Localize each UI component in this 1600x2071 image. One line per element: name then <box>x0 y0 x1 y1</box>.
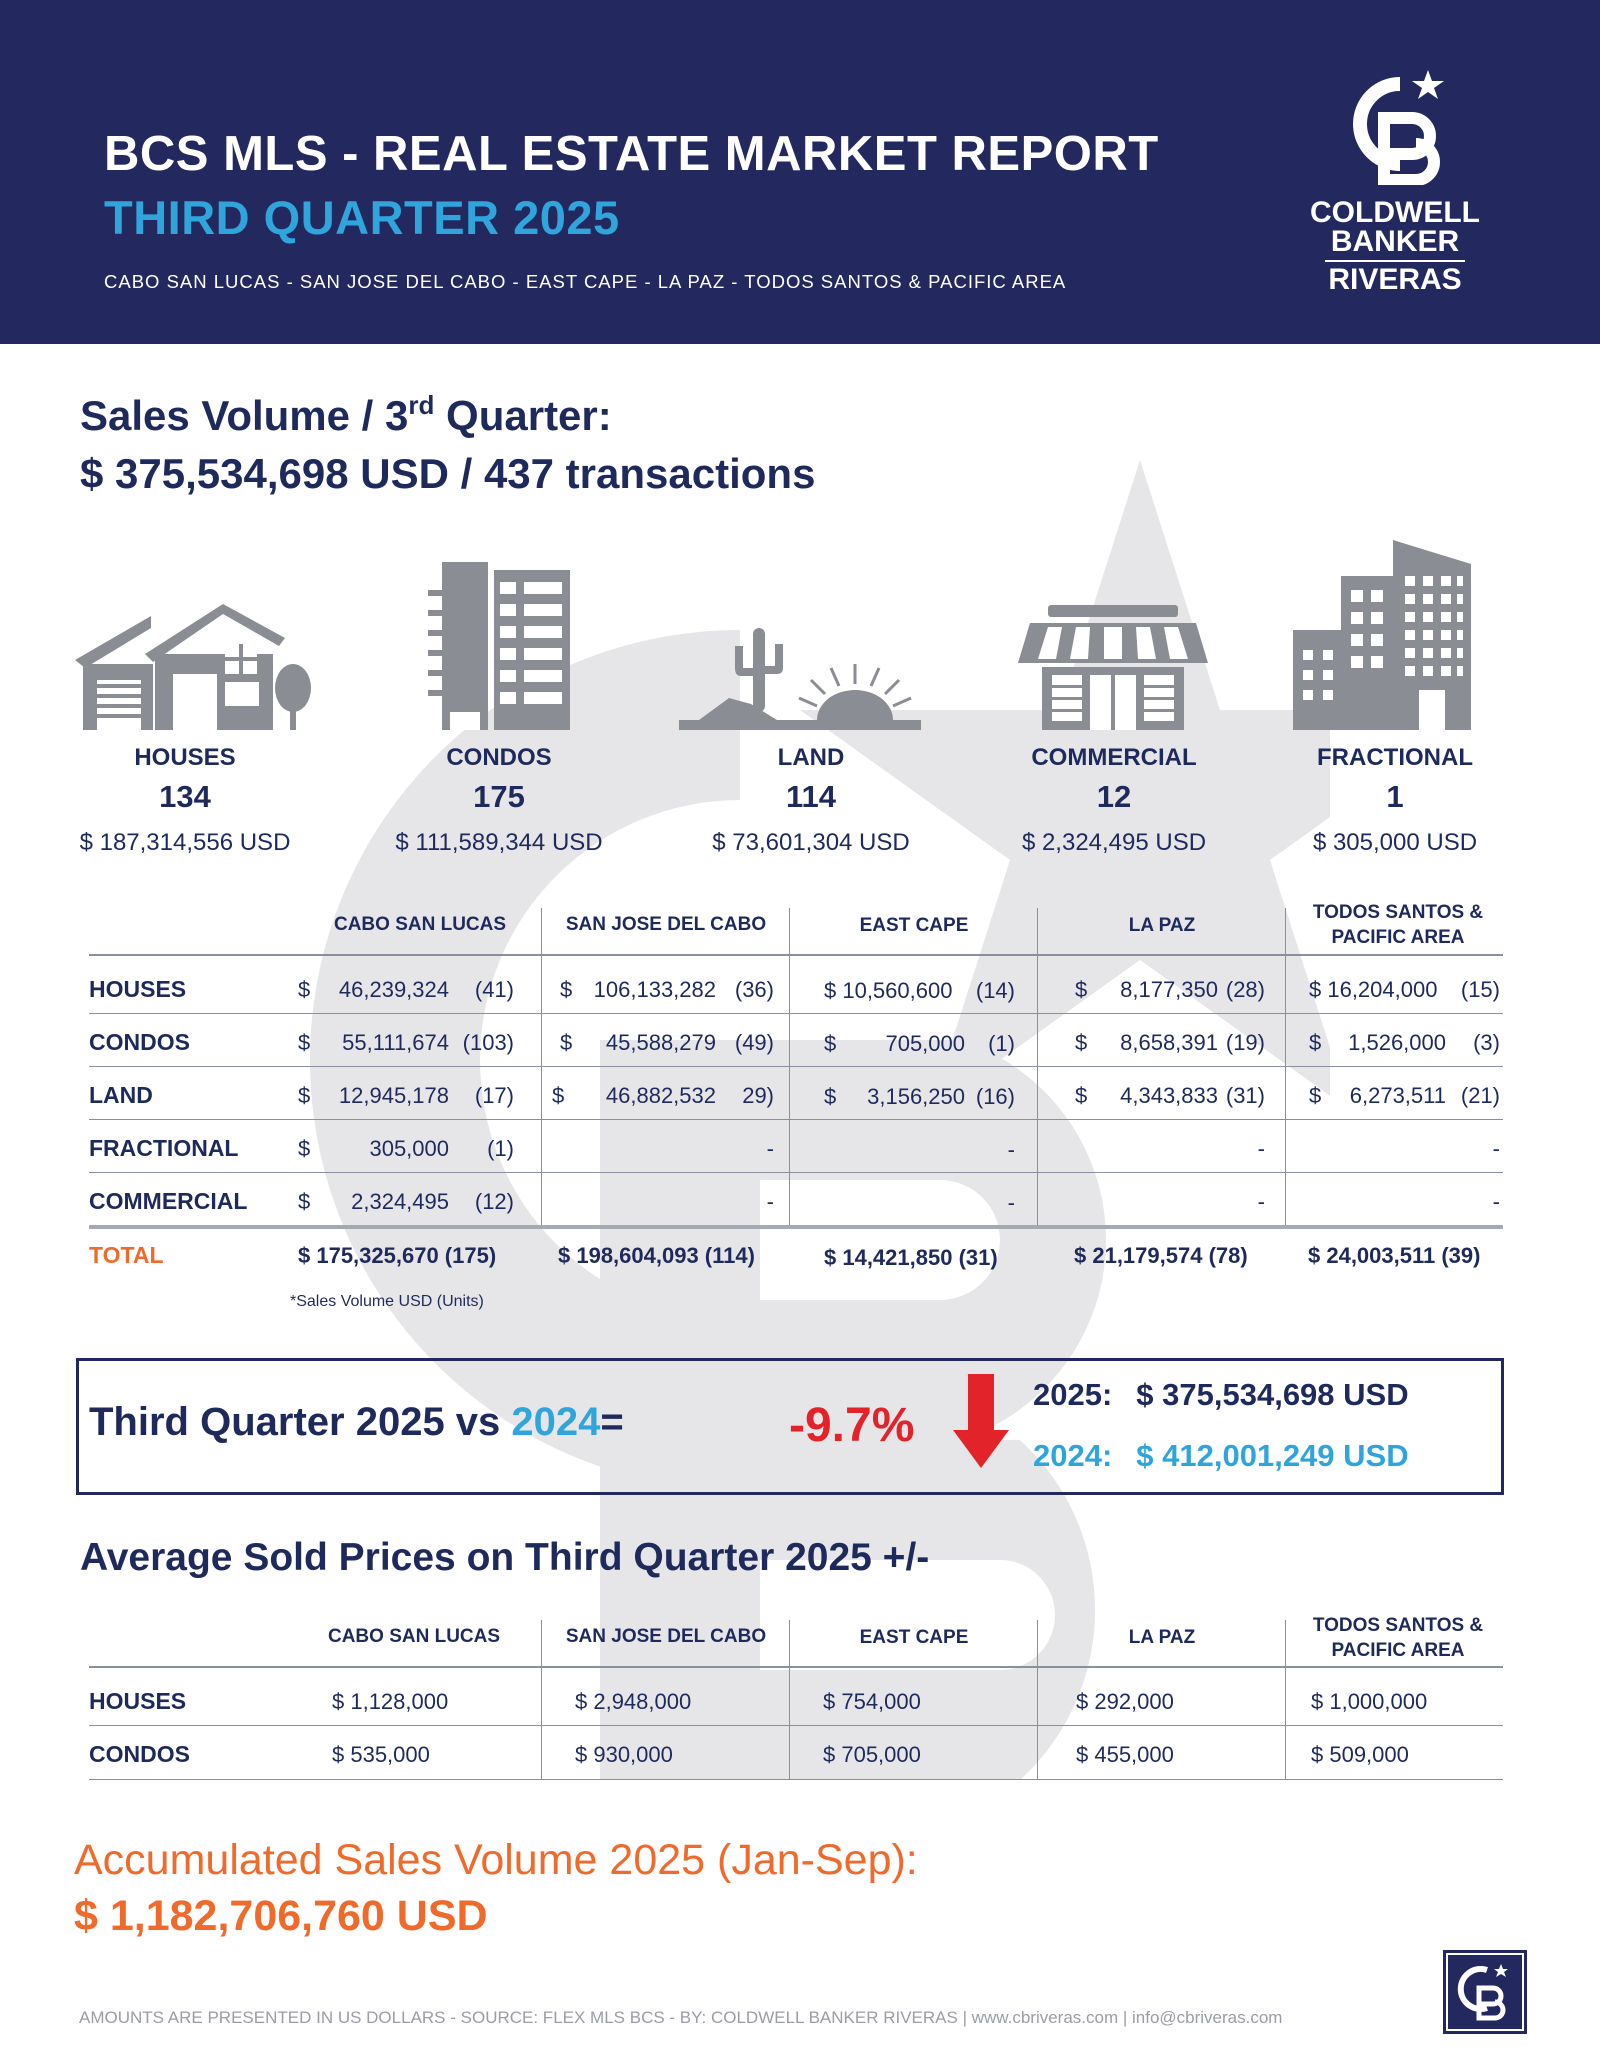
total-todos-santos: $ 24,003,511 (39) <box>1308 1243 1481 1268</box>
table-cell: (3) <box>1473 1030 1500 1055</box>
avg-cell: $ 754,000 <box>823 1689 921 1714</box>
table-cell: $ <box>298 1030 311 1055</box>
table-cell: 305,000 <box>369 1136 449 1161</box>
avg-cell: $ 705,000 <box>823 1742 921 1767</box>
avg-cell: $ 2,948,000 <box>575 1689 692 1714</box>
table-cell: - <box>1007 1137 1015 1162</box>
col-head-sjd: SAN JOSE DEL CABO <box>565 914 767 935</box>
table-cell: $ <box>824 1084 837 1109</box>
table-cell: - <box>1257 1136 1265 1161</box>
row-label-condos: CONDOS <box>89 1741 190 1767</box>
column-divider <box>1285 1620 1286 1780</box>
col-head-cabo: CABO SAN LUCAS <box>333 914 507 935</box>
table-cell: 705,000 <box>885 1031 965 1056</box>
total-rule <box>89 1225 1503 1229</box>
col-head-la-paz: LA PAZ <box>1128 915 1196 936</box>
category-count-fractional: 1 <box>1386 779 1404 814</box>
table-cell: (41) <box>474 977 514 1002</box>
table-cell: - <box>1007 1190 1015 1215</box>
table-cell: 45,588,279 <box>605 1030 716 1055</box>
report-areas: CABO SAN LUCAS - SAN JOSE DEL CABO - EAST CAPE - LA PAZ - TODOS SANTOS & PACIFIC AREA <box>104 271 1067 292</box>
table-cell: 29) <box>742 1083 774 1108</box>
category-amount-commercial: $ 2,324,495 USD <box>1021 829 1207 856</box>
category-amount-land: $ 73,601,304 USD <box>712 829 910 856</box>
table-cell: $ 16,204,000 <box>1309 977 1438 1002</box>
table-cell: 3,156,250 <box>867 1084 965 1109</box>
table-cell: $ <box>298 1136 311 1161</box>
category-count-land: 114 <box>785 779 836 814</box>
table-cell: $ <box>560 977 573 1002</box>
table-cell: 55,111,674 <box>342 1030 449 1055</box>
category-amount-houses: $ 187,314,556 USD <box>79 829 291 856</box>
down-arrow-icon <box>953 1374 1009 1470</box>
table-cell: (16) <box>975 1084 1015 1109</box>
column-divider <box>541 1620 542 1780</box>
avg-cell: $ 509,000 <box>1311 1742 1409 1767</box>
avg-cell: $ 455,000 <box>1076 1742 1174 1767</box>
comparison-title: Third Quarter 2025 vs 2024= <box>89 1400 624 1444</box>
comparison-2025: 2025: $ 375,534,698 USD <box>1033 1377 1409 1412</box>
sales-volume-title: Sales Volume / 3rd Quarter: <box>80 390 612 439</box>
table-cell: (19) <box>1225 1030 1265 1055</box>
row-rule <box>89 1066 1503 1067</box>
table-cell: 12,945,178 <box>338 1083 449 1108</box>
total-east-cape: $ 14,421,850 (31) <box>824 1245 998 1270</box>
row-label-land: LAND <box>89 1082 153 1108</box>
total-sjd: $ 198,604,093 (114) <box>558 1243 755 1268</box>
table-cell: $ 10,560,600 <box>824 978 953 1003</box>
table-cell: (14) <box>975 978 1015 1003</box>
row-label-fractional: FRACTIONAL <box>89 1135 239 1161</box>
avg-cell: $ 1,000,000 <box>1311 1689 1428 1714</box>
category-name-commercial: COMMERCIAL <box>1031 744 1197 771</box>
table-cell: (31) <box>1225 1083 1265 1108</box>
row-rule <box>89 1172 1503 1173</box>
table-cell: (103) <box>462 1030 514 1055</box>
row-rule <box>89 1013 1503 1014</box>
category-amount-condos: $ 111,589,344 USD <box>395 829 603 856</box>
logo-text-banker: BANKER <box>1330 225 1460 258</box>
col-head-todos-santos: TODOS SANTOS & PACIFIC AREA <box>1312 902 1484 948</box>
table-cell: - <box>1492 1136 1500 1161</box>
average-prices-title: Average Sold Prices on Third Quarter 2025 +/- <box>80 1536 930 1579</box>
column-divider <box>789 1620 790 1780</box>
table-cell: - <box>766 1189 774 1214</box>
table-cell: - <box>1492 1189 1500 1214</box>
table-note: *Sales Volume USD (Units) <box>290 1293 484 1310</box>
table-cell: $ <box>298 1083 311 1108</box>
row-label-commercial: COMMERCIAL <box>89 1188 248 1214</box>
table-cell: 8,658,391 <box>1120 1030 1218 1055</box>
avg-cell: $ 930,000 <box>575 1742 673 1767</box>
cb-monogram-footer-logo <box>1443 1950 1527 2034</box>
accumulated-value: $ 1,182,706,760 USD <box>74 1892 488 1940</box>
table-cell: (17) <box>474 1083 514 1108</box>
table-cell: (1) <box>988 1031 1015 1056</box>
table-cell: (49) <box>734 1030 774 1055</box>
category-amount-fractional: $ 305,000 USD <box>1312 829 1478 856</box>
total-cabo: $ 175,325,670 (175) <box>298 1243 497 1268</box>
category-count-condos: 175 <box>473 779 525 814</box>
category-name-houses: HOUSES <box>134 744 236 771</box>
table-cell: $ <box>560 1030 573 1055</box>
report-title: BCS MLS - REAL ESTATE MARKET REPORT <box>104 127 1159 181</box>
table-cell: 46,882,532 <box>605 1083 716 1108</box>
table-cell: $ <box>1309 1030 1322 1055</box>
table-cell: (21) <box>1460 1083 1500 1108</box>
table-cell: 1,526,000 <box>1348 1030 1446 1055</box>
table-cell: (12) <box>474 1189 514 1214</box>
avg-cell: $ 292,000 <box>1076 1689 1174 1714</box>
col-head-sjd: SAN JOSE DEL CABO <box>565 1626 767 1647</box>
col-head-la-paz: LA PAZ <box>1128 1627 1196 1648</box>
desert-land-icon <box>679 620 921 730</box>
table-cell: 2,324,495 <box>351 1189 449 1214</box>
footer-text: AMOUNTS ARE PRESENTED IN US DOLLARS - SOURCE: FLEX MLS BCS - BY: COLDWELL BANKER RIVERAS | www.cbriveras.com | info@cbriveras.com <box>79 2008 1283 2027</box>
table-cell: 4,343,833 <box>1120 1083 1218 1108</box>
table-cell: $ <box>824 1031 837 1056</box>
row-label-houses: HOUSES <box>89 1688 187 1714</box>
row-rule <box>89 1119 1503 1120</box>
col-head-east-cape: EAST CAPE <box>859 915 969 936</box>
row-rule <box>89 1779 1503 1780</box>
table-cell: - <box>1257 1189 1265 1214</box>
table-cell: (28) <box>1225 977 1265 1002</box>
row-label-condos: CONDOS <box>89 1029 190 1055</box>
column-divider <box>1037 1620 1038 1780</box>
table-cell: 6,273,511 <box>1349 1083 1446 1108</box>
col-head-east-cape: EAST CAPE <box>859 1627 969 1648</box>
header-rule <box>89 1666 1503 1668</box>
logo-text-coldwell: COLDWELL <box>1310 196 1480 229</box>
avg-cell: $ 1,128,000 <box>332 1689 449 1714</box>
table-cell: 46,239,324 <box>338 977 449 1002</box>
table-cell: $ <box>1309 1083 1322 1108</box>
condo-building-icon <box>428 562 570 730</box>
table-cell: (1) <box>487 1136 514 1161</box>
table-cell: $ <box>1075 977 1088 1002</box>
col-head-todos-santos: TODOS SANTOS & PACIFIC AREA <box>1312 1615 1484 1661</box>
table-cell: - <box>766 1136 774 1161</box>
table-cell: $ <box>298 1189 311 1214</box>
row-label-total: TOTAL <box>89 1242 164 1268</box>
avg-cell: $ 535,000 <box>332 1742 430 1767</box>
category-name-condos: CONDOS <box>446 744 552 771</box>
table-cell: $ <box>552 1083 565 1108</box>
sales-volume-total: $ 375,534,698 USD / 437 transactions <box>80 450 816 497</box>
table-cell: $ <box>1075 1083 1088 1108</box>
category-name-fractional: FRACTIONAL <box>1317 744 1473 771</box>
storefront-icon <box>1018 605 1208 730</box>
comparison-change: -9.7% <box>789 1399 915 1452</box>
row-rule <box>89 1725 1503 1726</box>
col-head-cabo: CABO SAN LUCAS <box>327 1626 501 1647</box>
total-la-paz: $ 21,179,574 (78) <box>1074 1243 1248 1268</box>
accumulated-title: Accumulated Sales Volume 2025 (Jan-Sep): <box>74 1836 918 1884</box>
table-cell: $ <box>1075 1030 1088 1055</box>
house-icon <box>75 598 315 730</box>
logo-text-riveras: RIVERAS <box>1328 263 1462 296</box>
header-rule <box>89 954 1503 956</box>
table-cell: (36) <box>734 977 774 1002</box>
category-name-land: LAND <box>777 744 845 771</box>
table-cell: (15) <box>1460 977 1500 1002</box>
table-cell: $ <box>298 977 311 1002</box>
comparison-2024: 2024: $ 412,001,249 USD <box>1033 1438 1409 1473</box>
table-cell: 8,177,350 <box>1120 977 1218 1002</box>
category-count-houses: 134 <box>159 779 211 814</box>
category-count-commercial: 12 <box>1096 779 1132 814</box>
office-towers-icon <box>1293 540 1471 730</box>
table-cell: 106,133,282 <box>593 977 716 1002</box>
report-subtitle: THIRD QUARTER 2025 <box>104 191 620 244</box>
cb-monogram-icon <box>1443 1950 1527 2034</box>
row-label-houses: HOUSES <box>89 976 187 1002</box>
